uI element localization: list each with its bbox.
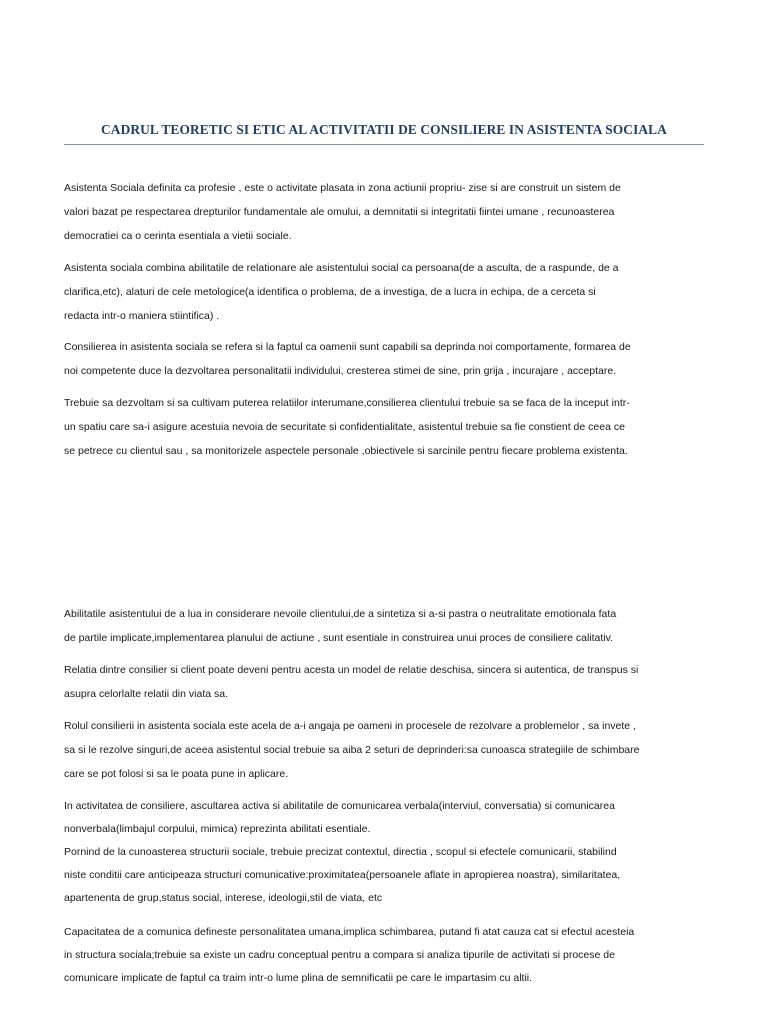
paragraph-line: niste conditii care anticipeaza structuri comunicative:proximitatea(persoanele aflate in apropierea noastra), similaritatea, bbox=[64, 869, 621, 881]
paragraph-7 bbox=[64, 714, 706, 786]
paragraph-4 bbox=[64, 391, 706, 463]
paragraph-line: asupra celorlalte relatii din viata sa. bbox=[64, 688, 229, 700]
paragraph-line: redacta intr-o maniera stiintifica) . bbox=[64, 310, 220, 322]
paragraph-line: Consilierea in asistenta sociala se refera si la faptul ca oamenii sunt capabili sa deprinda noi comportamente, formarea de bbox=[64, 341, 631, 353]
paragraph-line: care se pot folosi si sa le poata pune in aplicare. bbox=[64, 768, 289, 780]
paragraph-line: noi competente duce la dezvoltarea personalitatii individului, cresterea stimei de sine, prin grija , incurajare , acceptare. bbox=[64, 365, 617, 377]
paragraph-line: Abilitatile asistentului de a lua in considerare nevoile clientului,de a sintetiza si a-si pastra o neutralitate emotionala fata bbox=[64, 608, 617, 620]
paragraph-6 bbox=[64, 658, 706, 706]
paragraph-line: apartenenta de grup,status social, interese, ideologii,stil de viata, etc bbox=[64, 892, 383, 904]
paragraph-line: comunicare implicate de faptul ca traim intr-o lume plina de semnificatii pe care le impartasim cu altii. bbox=[64, 972, 533, 984]
paragraph-9 bbox=[64, 921, 706, 990]
paragraph-line: Asistenta sociala combina abilitatile de relationare ale asistentului social ca persoana(de a asculta, de a raspunde, de a bbox=[64, 262, 619, 274]
paragraph-line: se petrece cu clientul sau , sa monitorizele aspectele personale ,obiectivele si sarcinile pentru fiecare problema existenta. bbox=[64, 445, 628, 457]
paragraph-line: Trebuie sa dezvoltam si sa cultivam puterea relatiilor interumane,consilierea clientului trebuie sa se faca de la inceput intr- bbox=[64, 397, 630, 409]
paragraph-3 bbox=[64, 335, 706, 383]
paragraph-2 bbox=[64, 256, 706, 328]
paragraph-line: de partile implicate,implementarea planului de actiune , sunt esentiale in construirea unui proces de consiliere calitativ. bbox=[64, 632, 614, 644]
paragraph-line: valori bazat pe respectarea drepturilor fundamentale ale omului, a demnitatii si integritatii fiintei umane , recunoasterea bbox=[64, 206, 615, 218]
paragraph-line: Rolul consilierii in asistenta sociala este acela de a-i angaja pe oameni in procesele de rezolvare a problemelor , sa invete , bbox=[64, 720, 636, 732]
paragraph-line: Asistenta Sociala definita ca profesie , este o activitate plasata in zona actiunii propriu- zise si are construit un sistem de bbox=[64, 182, 621, 194]
paragraph-line: Capacitatea de a comunica defineste personalitatea umana,implica schimbarea, putand fi atat cauza cat si efectul acesteia bbox=[64, 926, 635, 938]
title-underline bbox=[64, 144, 704, 145]
paragraph-line: clarifica,etc), alaturi de cele metologice(a identifica o problema, de a investiga, de a lucra in echipa, de a cerceta si bbox=[64, 286, 596, 298]
paragraph-line: nonverbala(limbajul corpului, mimica) reprezinta abilitati esentiale. bbox=[64, 823, 371, 835]
paragraph-1 bbox=[64, 176, 706, 248]
paragraph-8 bbox=[64, 795, 706, 910]
paragraph-line: sa si le rezolve singuri,de aceea asistentul social trebuie sa aiba 2 seturi de deprinderi:sa cunoasca strategiile de schimbare bbox=[64, 744, 640, 756]
paragraph-line: un spatiu care sa-i asigure acestuia nevoia de securitate si confidentialitate, asistentul trebuie sa fie constient de ceea ce bbox=[64, 421, 625, 433]
document-title: CADRUL TEORETIC SI ETIC AL ACTIVITATII DE CONSILIERE IN ASISTENTA SOCIALA bbox=[101, 122, 667, 137]
paragraph-line: in structura sociala;trebuie sa existe un cadru conceptual pentru a compara si analiza tipurile de activitati si procese de bbox=[64, 949, 615, 961]
paragraph-5 bbox=[64, 602, 706, 650]
paragraph-line: Pornind de la cunoasterea structurii sociale, trebuie precizat contextul, directia , scopul si efectele comunicarii, stabilind bbox=[64, 846, 617, 858]
paragraph-line: democratiei ca o cerinta esentiala a vietii sociale. bbox=[64, 230, 292, 242]
paragraph-line: In activitatea de consiliere, ascultarea activa si abilitatile de comunicarea verbala(interviul, conversatia) si comunicarea bbox=[64, 800, 615, 812]
paragraph-line: Relatia dintre consilier si client poate deveni pentru acesta un model de relatie deschisa, sincera si autentica, de transpus si bbox=[64, 664, 639, 676]
